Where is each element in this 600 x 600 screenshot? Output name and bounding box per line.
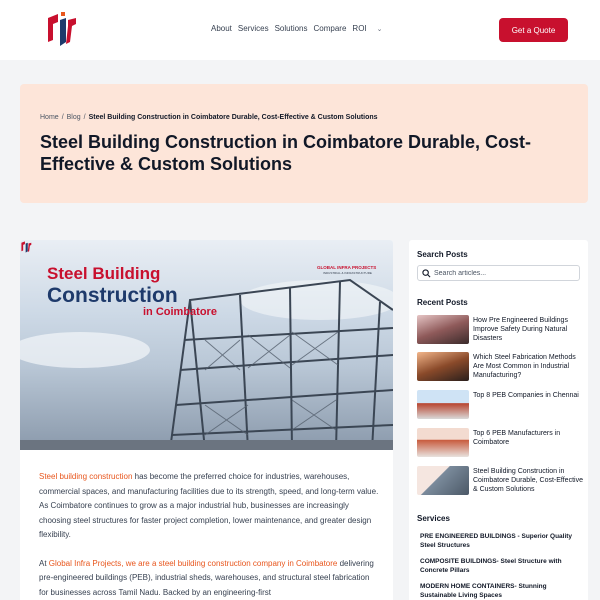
service-link[interactable]: COMPOSITE BUILDINGS- Steel Structure with Concrete Pillars [420,558,562,574]
post-title[interactable]: Top 8 PEB Companies in Chennai [473,392,579,399]
recent-posts-heading: Recent Posts [417,298,468,307]
company-logo[interactable] [44,12,78,48]
post-thumbnail[interactable] [417,352,469,381]
post-thumbnail[interactable] [417,315,469,344]
page-hero [20,84,588,203]
breadcrumb [40,114,378,121]
post-title[interactable]: Steel Building Construction in Coimbatore Durable, Cost-Effective & Custom Solutions [473,468,583,493]
recent-post[interactable] [417,466,583,496]
article-paragraph [39,470,379,543]
paragraph-text: has become the preferred choice for industries, warehouses, commercial spaces, and manufacturing facilities due to its strength, speed, and long-term value. As Coimbatore continues to grow as a major industrial hub, businesses are increasingly choosing steel structures for faster project completion, lower maintenance, and greater design flexibility. [39,472,379,539]
breadcrumb-home[interactable]: Home [40,114,59,121]
recent-post[interactable] [417,428,583,458]
post-thumbnail[interactable] [417,466,469,495]
search-input[interactable] [434,270,574,277]
post-title[interactable]: Which Steel Fabrication Methods Are Most Common in Industrial Manufacturing? [473,354,576,379]
recent-post[interactable] [417,352,583,382]
paragraph-prefix: At [39,558,49,568]
search-icon [422,269,431,278]
main-nav [211,24,383,33]
feature-brand-sub: INDUSTRIAL & INFRASTRUCTURE [323,271,372,275]
feature-title-line3: in Coimbatore [143,306,217,318]
service-link[interactable]: PRE ENGINEERED BUILDINGS - Superior Quality Steel Structures [420,533,573,549]
search-box[interactable] [417,265,580,281]
breadcrumb-separator: / [83,114,86,121]
page-title: Steel Building Construction in Coimbatore Durable, Cost-Effective & Custom Solutions [40,132,532,174]
feature-title-line1: Steel Building [47,264,161,283]
post-thumbnail[interactable] [417,428,469,457]
nav-solutions[interactable]: Solutions [274,24,308,33]
search-heading: Search Posts [417,250,468,259]
site-header [0,0,600,60]
post-title[interactable]: How Pre Engineered Buildings Improve Safety During Natural Disasters [473,317,568,342]
post-thumbnail[interactable] [417,390,469,419]
feature-title-line2: Construction [47,284,178,307]
services-heading: Services [417,514,450,523]
nav-services[interactable]: Services [237,24,269,33]
article-paragraph [39,557,379,600]
steel-construction-link[interactable]: Steel building construction [39,472,133,481]
sidebar [409,240,588,600]
breadcrumb-current: Steel Building Construction in Coimbatore Durable, Cost-Effective & Custom Solutions [88,114,378,121]
breadcrumb-separator: / [61,114,64,121]
nav-compare[interactable]: Compare [313,24,347,33]
breadcrumb-blog[interactable]: Blog [66,114,81,121]
nav-roi[interactable]: ROI [352,24,367,33]
global-infra-link[interactable]: Global Infra Projects, we are a steel building construction company in Coimbatore [48,558,338,568]
feature-brand: GLOBAL INFRA PROJECTS [317,265,377,270]
post-title[interactable]: Top 6 PEB Manufacturers in Coimbatore [473,430,561,446]
article-card [20,240,393,600]
feature-image [20,240,393,450]
feature-logo [20,240,32,254]
recent-post[interactable] [417,315,583,345]
service-link[interactable]: MODERN HOME CONTAINERS- Stunning Sustainable Living Spaces [420,583,547,599]
nav-about[interactable]: About [211,24,232,33]
paragraph-text: delivering pre-engineered buildings (PEB), industrial sheds, warehouses, and structural steel fabrication for businesses across Tamil Nadu. Backed by an engineering-first [39,558,374,597]
get-quote-button[interactable]: Get a Quote [499,18,568,42]
article-body [39,470,379,600]
recent-post[interactable] [417,390,583,420]
chevron-down-icon[interactable]: ⌄ [376,25,383,33]
